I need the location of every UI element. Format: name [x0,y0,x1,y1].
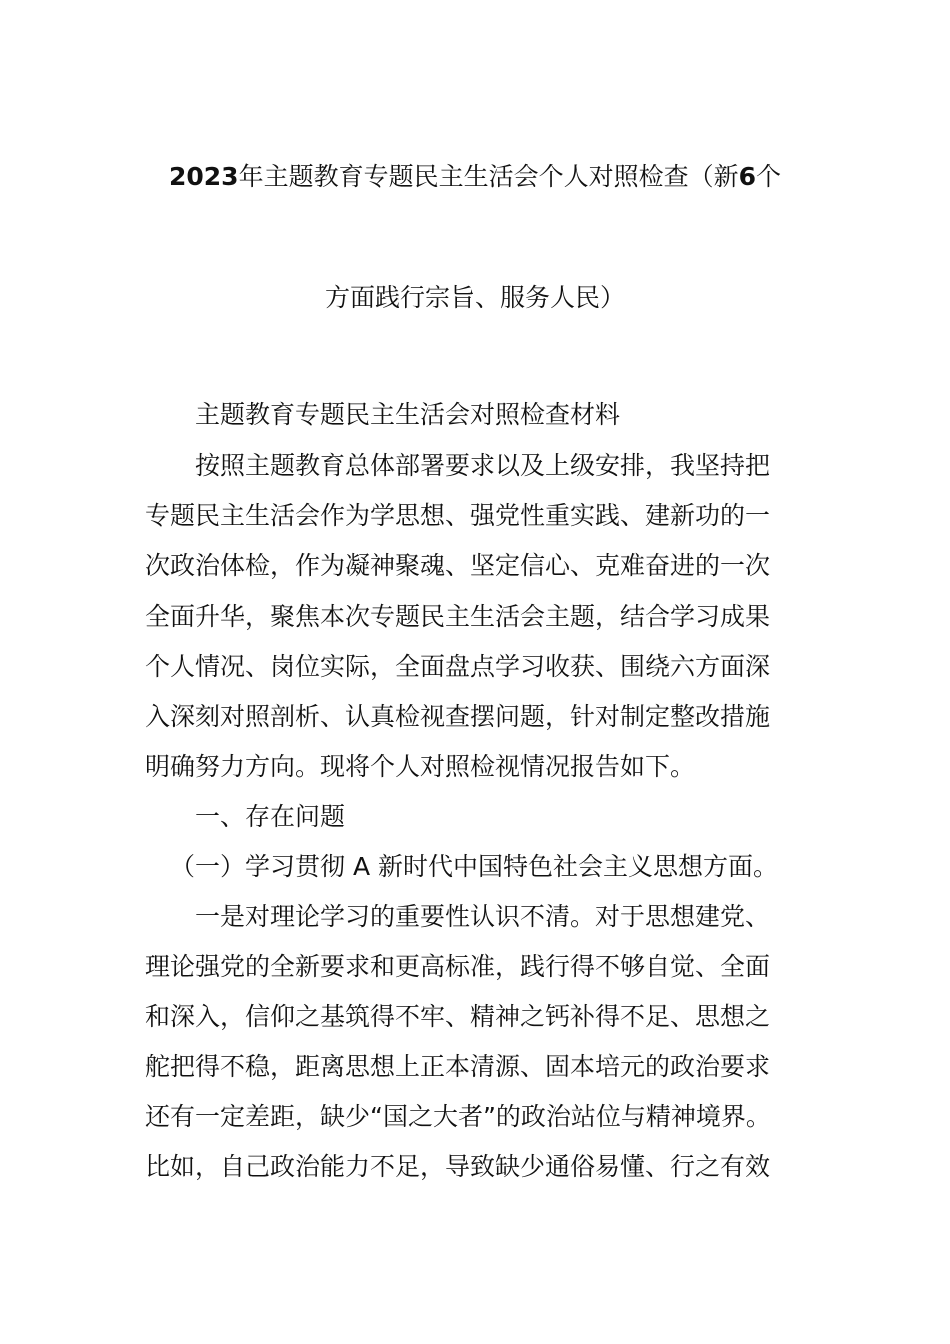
paragraph-line: 舵把得不稳，距离思想上正本清源、固本培元的政治要求 [145,1052,771,1081]
title-tail: 个 [756,162,782,191]
paragraph-line: 明确努力方向。现将个人对照检视情况报告如下。 [145,752,696,781]
paragraph-line: 全面升华，聚焦本次专题民主生活会主题，结合学习成果 [145,602,771,631]
paragraph-line: 还有一定差距，缺少“国之大者”的政治站位与精神境界。 [145,1102,771,1131]
paragraph-line: 比如，自己政治能力不足，导致缺少通俗易懂、行之有效 [145,1152,771,1181]
title-text: 年主题教育专题民主生活会个人对照检查（新 [238,162,739,191]
paragraph-line: 一是对理论学习的重要性认识不清。对于思想建党、 [195,902,771,931]
section-heading: 一、存在问题 [195,802,346,831]
paragraph-line: 次政治体检，作为凝神聚魂、坚定信心、克难奋进的一次 [145,551,771,580]
title-number: 6 [738,162,756,191]
paragraph-line: 和深入，信仰之基筑得不牢、精神之钙补得不足、思想之 [145,1002,771,1031]
subsection-heading: （一）学习贯彻 A 新时代中国特色社会主义思想方面。 [170,852,778,881]
paragraph-line: 个人情况、岗位实际，全面盘点学习收获、围绕六方面深 [145,652,771,681]
document-title-line-2: 方面践行宗旨、服务人民） [324,283,625,312]
paragraph-line: 专题民主生活会作为学思想、强党性重实践、建新功的一 [145,501,771,530]
paragraph-line: 按照主题教育总体部署要求以及上级安排，我坚持把 [195,451,771,480]
document-subtitle: 主题教育专题民主生活会对照检查材料 [195,400,621,429]
paragraph-line: 理论强党的全新要求和更高标准，践行得不够自觉、全面 [145,952,771,981]
document-title-line-1 [0,160,950,194]
title-year: 2023 [168,162,239,191]
paragraph-line: 入深刻对照剖析、认真检视查摆问题，针对制定整改措施 [145,702,771,731]
